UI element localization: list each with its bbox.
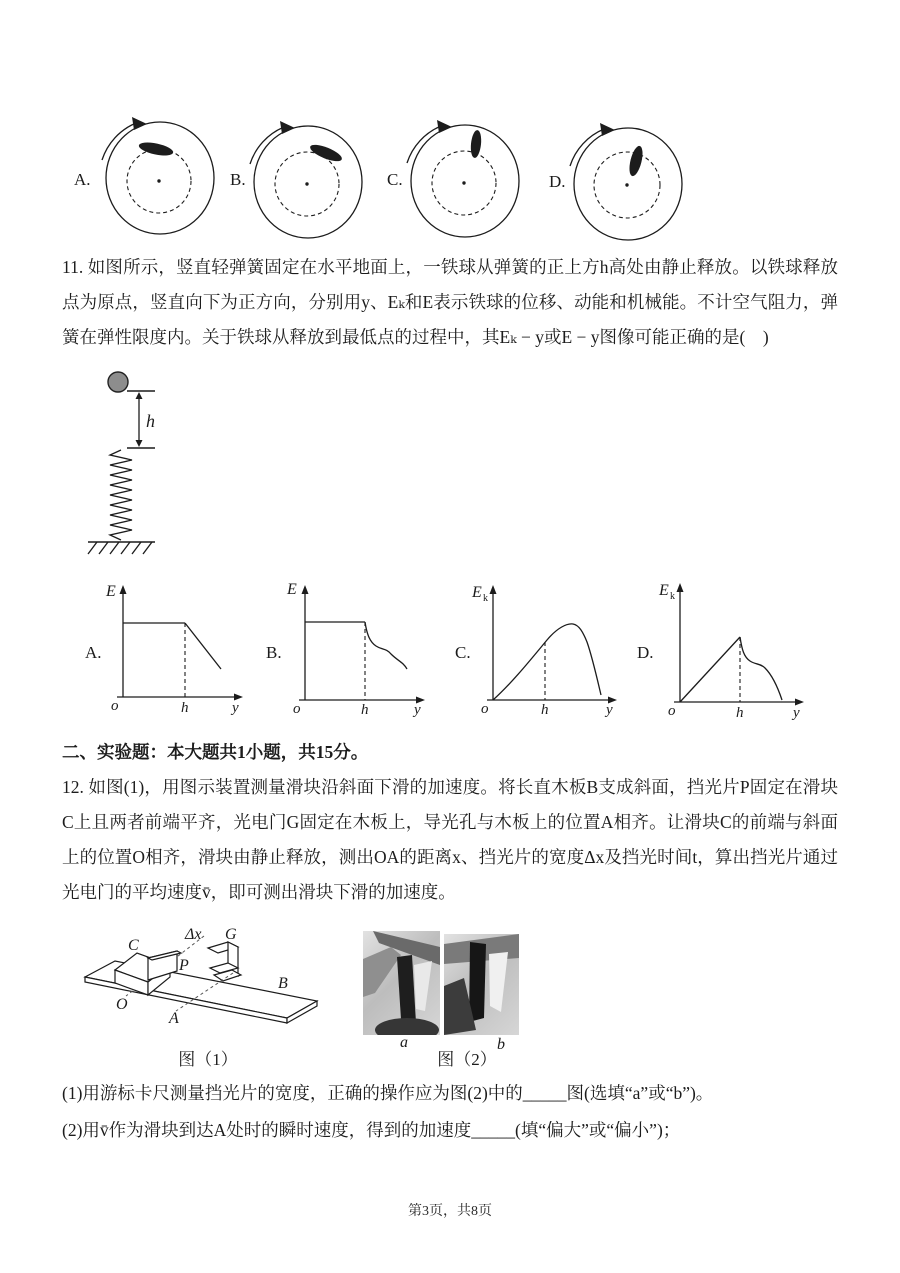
h-tick-label: h [181, 700, 189, 716]
y-axis-arrow-icon [490, 585, 497, 594]
question-12-text: 12. 如图(1)，用图示装置测量滑块沿斜面下滑的加速度。将长直木板B支成斜面，挡光片P固定在滑块C上且两者前端平齐，光电门G固定在木板上，导光孔与木板上的位置A相齐。让滑块C的前端与斜面上的位置O相齐，滑块由静止释放，测出OA的距离x、挡光片的宽度Δx及挡光时间t，算出挡光片通过光电门的平均速度v̄，即可测出滑块下滑的加速度。 [62, 777, 838, 902]
q11-graph-d [635, 580, 810, 725]
disk-center-dot [625, 183, 628, 186]
photo-b [444, 934, 519, 1035]
figure1-C-label: C [128, 937, 139, 954]
axis-label-Ek: E [659, 582, 669, 599]
q10-option-c-label: C. [387, 170, 403, 189]
q10-option-a-label: A. [74, 170, 91, 189]
origin-label: o [111, 698, 119, 714]
light-wedge [414, 961, 432, 1011]
disk-center-dot [462, 181, 465, 184]
curve-s-decline [740, 637, 782, 700]
y-axis-arrow-icon [120, 585, 127, 594]
stick-blob [138, 140, 175, 158]
x-axis-label: y [232, 700, 239, 716]
figure1-P-label: P [179, 957, 189, 974]
axis-label-Ek: E [472, 584, 482, 601]
stick-blob [470, 130, 483, 159]
axis-label-Ek-sub: k [670, 591, 675, 602]
axis-label-E: E [287, 581, 297, 598]
figure-2-caption: 图（2） [437, 1050, 497, 1069]
disk-outer-circle [411, 125, 519, 237]
origin-label: o [481, 701, 489, 717]
caliper-photo-a-content [363, 931, 440, 1035]
disk-center-dot [305, 182, 308, 185]
caliper-photo-b-content [444, 934, 519, 1035]
curve-s-decline [365, 622, 407, 669]
q11-graph-b [270, 580, 435, 720]
q10-disk-b [248, 120, 368, 246]
spring-ball-figure [75, 366, 190, 566]
arrow-down-icon [136, 440, 143, 447]
y-axis-arrow-icon [302, 585, 309, 594]
q10-option-b-label: B. [230, 170, 246, 189]
axis-label-E: E [106, 583, 116, 600]
stick-blob [627, 145, 645, 178]
curve-linear-rise [680, 637, 740, 702]
iron-ball [108, 372, 128, 392]
q11-option-c-label: C. [455, 643, 471, 662]
arrow-up-icon [136, 392, 143, 399]
figure-1-apparatus [62, 924, 362, 1044]
q11-option-d-label: D. [637, 643, 654, 662]
x-axis-label: y [414, 702, 421, 718]
h-label: h [146, 411, 155, 431]
caliper-jaw [363, 947, 401, 997]
disk-outer-circle [254, 126, 362, 238]
axis-label-Ek-sub: k [483, 593, 488, 604]
y-axis-arrow-icon [677, 583, 684, 592]
figure1-G-label: G [225, 926, 237, 943]
q10-disk-d [568, 122, 688, 248]
origin-label: o [668, 703, 676, 719]
q11-graph-c [450, 580, 625, 722]
spring-coil [110, 450, 132, 540]
dark-shutter-strip [469, 942, 486, 1022]
question-11-text: 11. 如图所示，竖直轻弹簧固定在水平地面上，一铁球从弹簧的正上方h高处由静止释放。以铁球释放点为原点，竖直向下为正方向，分别用y、Eₖ和E表示铁球的位移、动能和机械能。不计空气阻力，弹簧在弹性限度内。关于铁球从释放到最低点的过程中，其Eₖ − y或E − y图像可能正确的是( ) [62, 257, 838, 347]
q10-option-d-label: D. [549, 172, 566, 191]
figure1-O-label: O [116, 996, 128, 1013]
curve-rise-peak-drop [493, 624, 601, 700]
caliper-jaw-white [489, 952, 508, 1012]
q11-option-b-label: B. [266, 643, 282, 662]
figure1-B-label: B [278, 975, 288, 992]
figure1-dx-label: Δx [185, 926, 202, 943]
photo-b-label: b [497, 1036, 505, 1053]
origin-label: o [293, 701, 301, 717]
shadow-blob [375, 1018, 439, 1035]
h-tick-label: h [541, 702, 549, 718]
q10-disk-a [100, 116, 220, 242]
question-12-sub1: (1)用游标卡尺测量挡光片的宽度，正确的操作应为图(2)中的_____图(选填“a”或“b”)。 [62, 1083, 714, 1103]
ground-hatching [88, 542, 152, 554]
q10-disk-c [405, 119, 525, 245]
disk-center-dot [157, 179, 160, 182]
photo-a [363, 931, 440, 1035]
figure-1-caption: 图（1） [178, 1050, 238, 1069]
disk-outer-circle [106, 122, 214, 234]
photo-a-label: a [400, 1034, 408, 1051]
q11-option-a-label: A. [85, 643, 102, 662]
figure1-A-label: A [169, 1010, 179, 1027]
x-axis-label: y [606, 702, 613, 718]
q11-graph-a [100, 580, 250, 720]
section-2-header: 二、实验题：本大题共1小题，共15分。 [62, 742, 369, 762]
question-12-sub2: (2)用v̄作为滑块到达A处时的瞬时速度，得到的加速度_____(填“偏大”或“偏小”)； [62, 1120, 681, 1140]
h-tick-label: h [361, 702, 369, 718]
curve-decline [185, 623, 221, 669]
h-tick-label: h [736, 705, 744, 721]
x-axis-label: y [793, 705, 800, 721]
page-footer: 第3页，共8页 [408, 1204, 492, 1219]
